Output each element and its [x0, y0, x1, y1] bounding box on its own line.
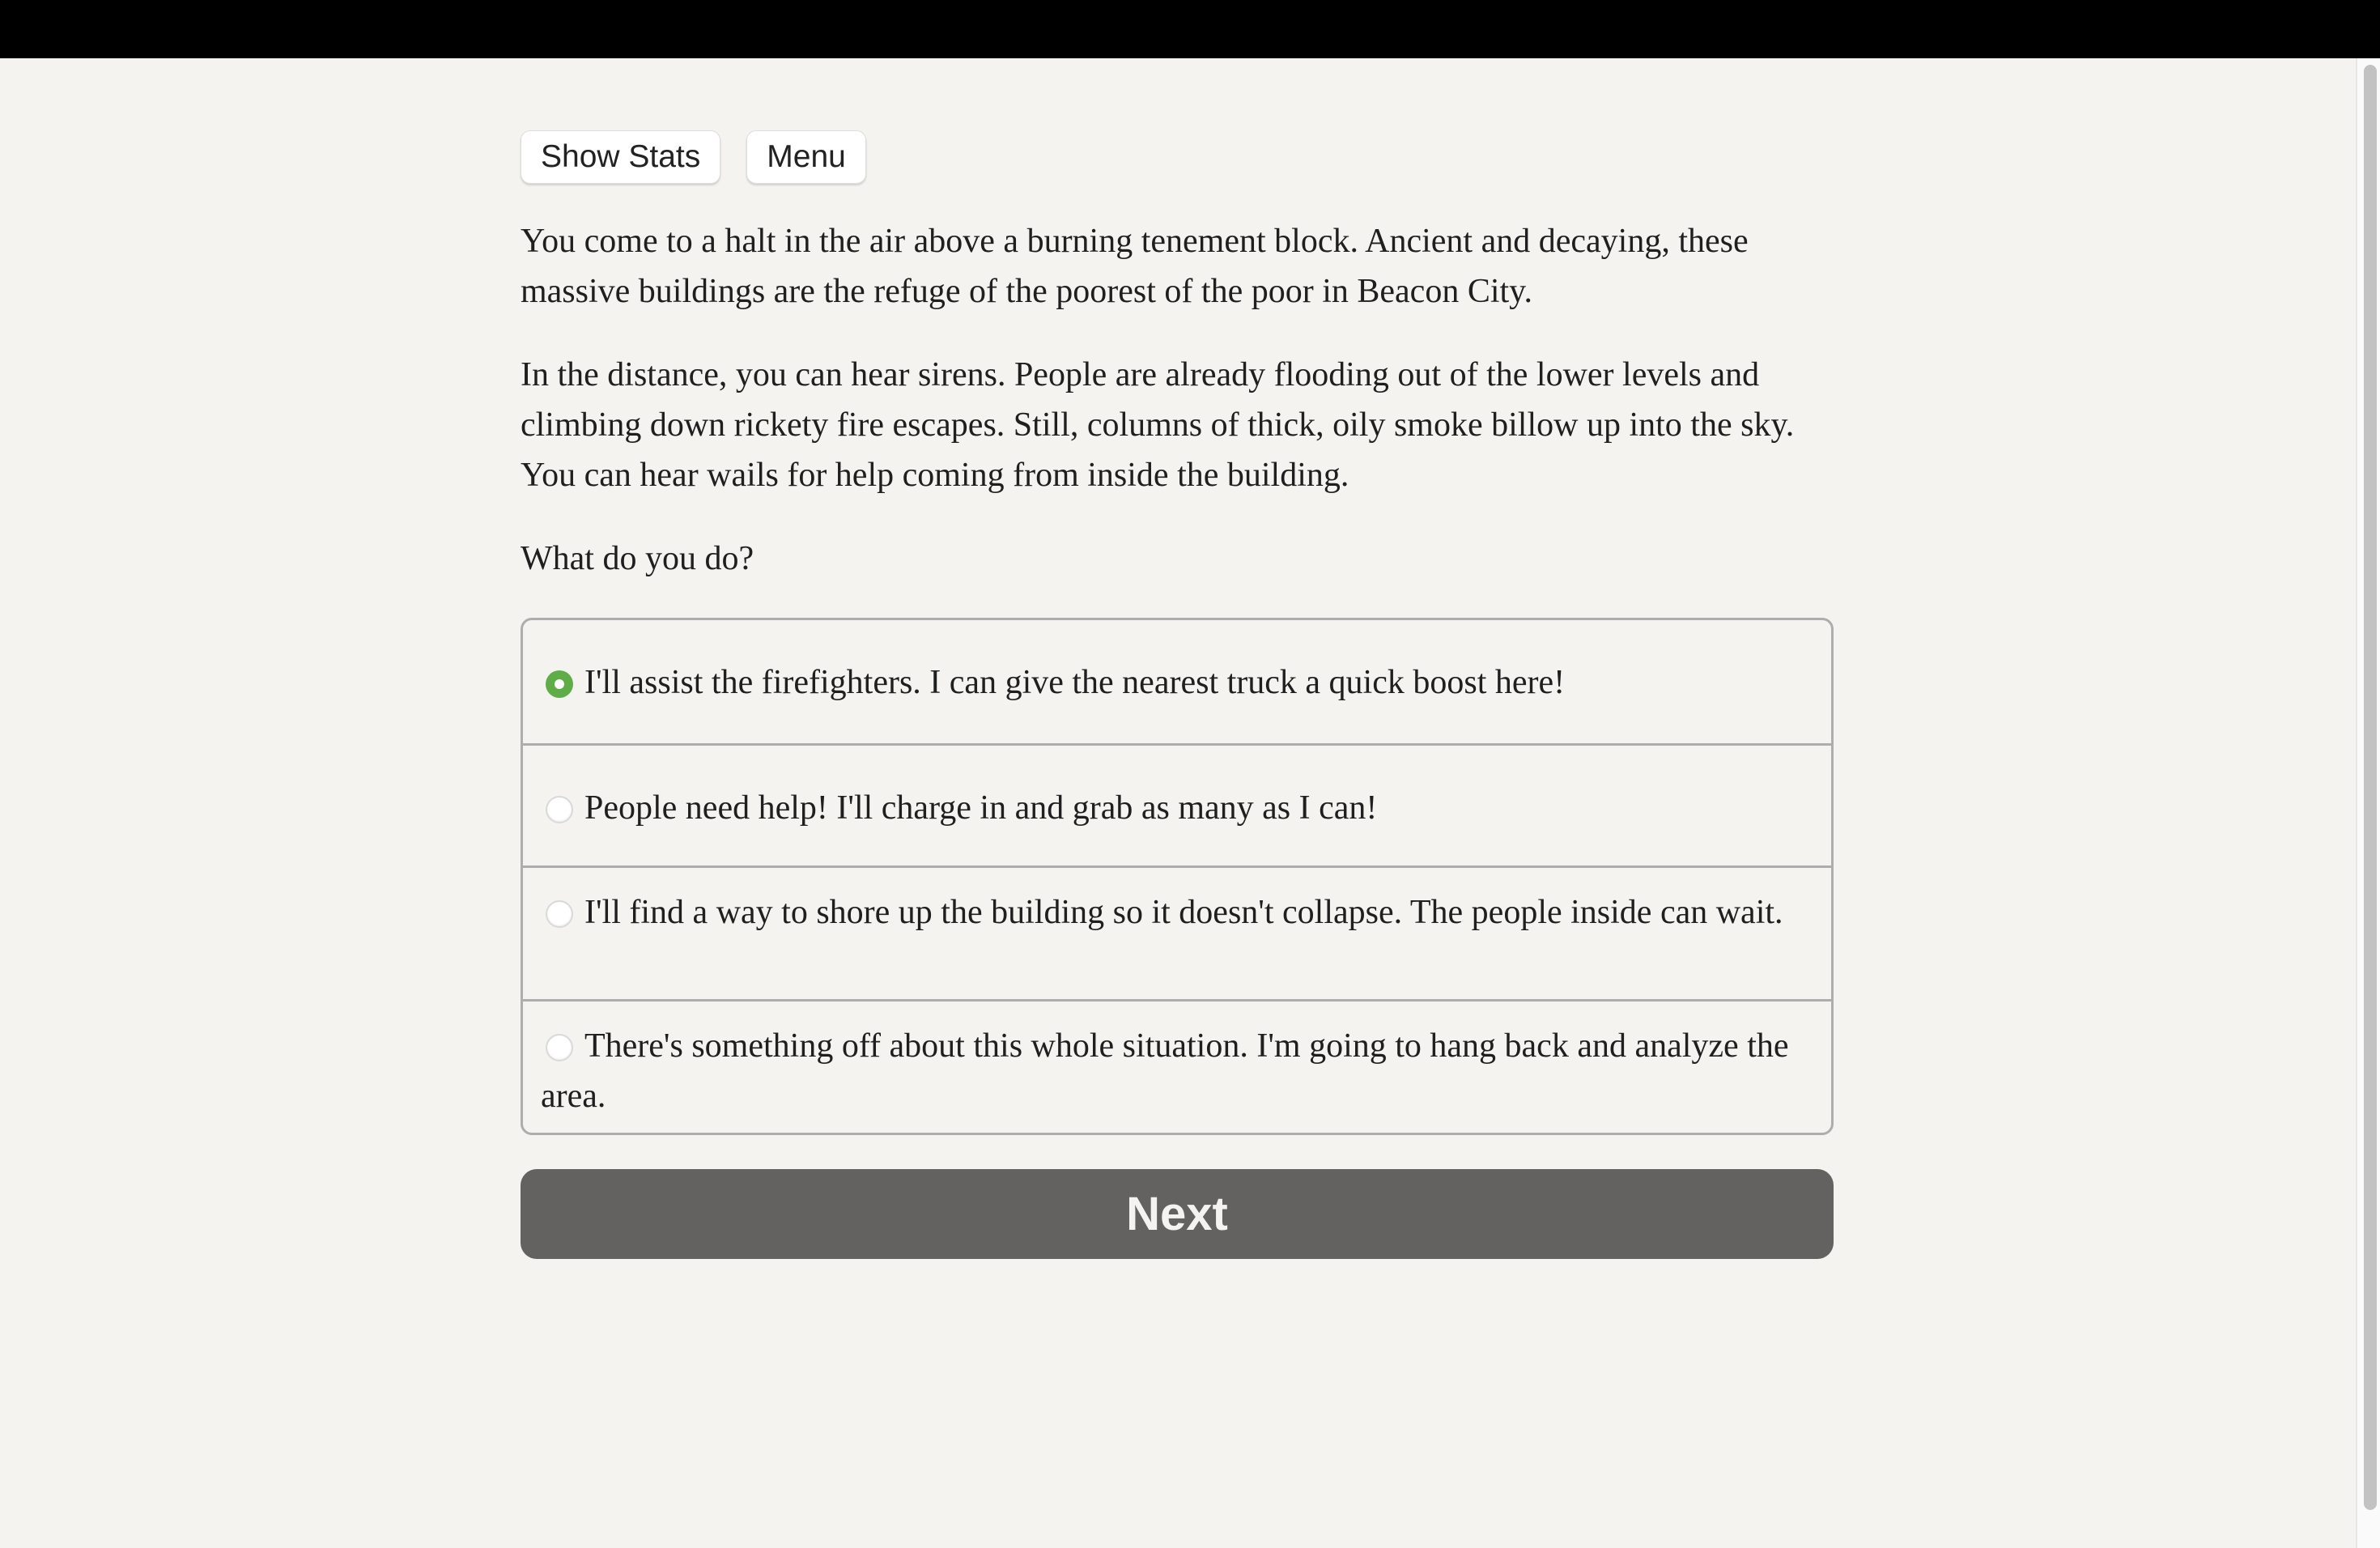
story-paragraph: You come to a halt in the air above a burning tenement block. Ancient and decaying, these massive buildings are the refuge of the poorest of the poor in Beacon City.: [521, 223, 1749, 310]
top-bar: [0, 0, 2380, 58]
story-prompt: What do you do?: [521, 540, 754, 577]
menu-button[interactable]: Menu: [746, 130, 866, 184]
choice-label: There's something off about this whole situation. I'm going to hang back and analyze the area.: [541, 1027, 1789, 1115]
radio-selected-icon[interactable]: [546, 670, 573, 698]
choice-label: I'll find a way to shore up the building so it doesn't collapse. The people inside can wait.: [584, 894, 1783, 931]
choice-option[interactable]: [523, 620, 1831, 743]
choice-list: [521, 618, 1834, 1135]
toolbar: [521, 130, 1834, 182]
radio-unselected-icon[interactable]: [546, 1034, 573, 1061]
radio-unselected-icon[interactable]: [546, 900, 573, 928]
choice-option[interactable]: [523, 865, 1831, 999]
game-content: [521, 130, 1834, 1259]
scrollbar-thumb[interactable]: [2364, 65, 2377, 1510]
choice-option[interactable]: [523, 999, 1831, 1133]
next-button[interactable]: Next: [521, 1169, 1834, 1259]
radio-unselected-icon[interactable]: [546, 796, 573, 823]
choice-label: People need help! I'll charge in and grab as many as I can!: [584, 789, 1378, 827]
scrollbar[interactable]: [2356, 58, 2380, 1548]
choice-label: I'll assist the firefighters. I can give the nearest truck a quick boost here!: [584, 664, 1566, 701]
choice-option[interactable]: [523, 743, 1831, 865]
show-stats-button[interactable]: Show Stats: [521, 130, 720, 184]
story-paragraph: In the distance, you can hear sirens. People are already flooding out of the lower levels and climbing down rickety fire escapes. Still, columns of thick, oily smoke billow up into the sky. You can hear wails for help coming from inside the building.: [521, 356, 1795, 494]
